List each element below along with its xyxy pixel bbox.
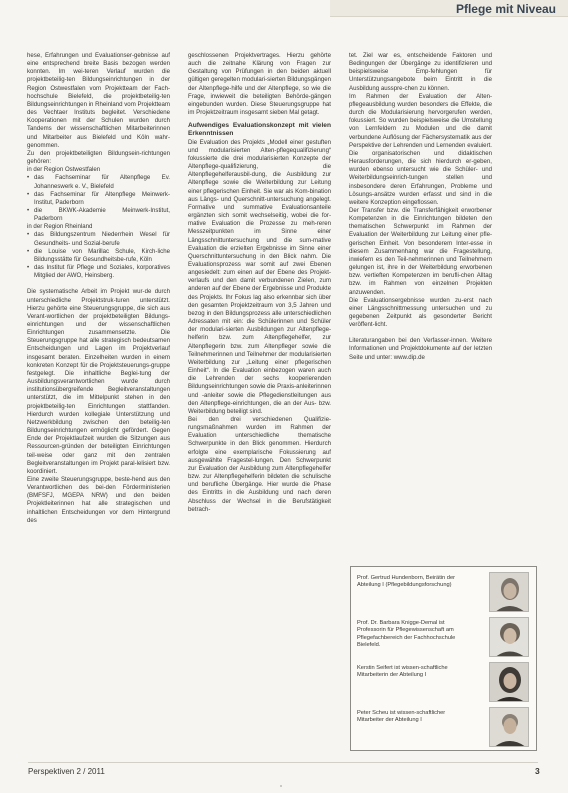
paragraph: tet. Ziel war es, entscheidende Faktoren und Bedingungen der Übergänge zu identifizieren und beispielsweise Emp-fehlungen für Unterstützungsangebote beim Eintritt in die Ausbildung ausspre-chen zu können. <box>349 52 492 92</box>
paragraph: Zu den projektbeteiligten Bildungsein-richtungen gehören: <box>27 149 170 166</box>
column-1 <box>27 52 170 525</box>
paragraph: Die Evaluation des Projekts „Modell einer gestuften und modularisierten Alten-pflegequalifizierung“ fokussierte die drei modularisierten Konzepte der Altenpflege-qualifizierung, die Altenpflegehelferausbil-dung, die Ausbildung zur Altenpflege sowie die Weiterbildung zur Leitung einer pflegerischen Einheit. Sie war als Kom-bination aus Längs- und Querschnitt-untersuchung angelegt. Formative und summative Evaluationsanteile ergänzten sich somit wechselseitig, wobei die for-mative Evaluation die Prozesse zu meh-reren Messzeitpunkten im Sinne einer Längsschnittuntersuchung und die sum-mative Evaluation die erzielten Ergebnisse im Sinne einer Querschnittuntersuchung in den Blick nahm. Die Evaluationsprozess war somit auf zwei Ebenen angesiedelt: zum einen auf der Ebene des Projekt-verlaufs und den damit verbundenen Zielen, zum anderen auf der Ebene der Ergebnisse und Produkte des Projekts. Ihr Fokus lag also erkennbar sich über den gesamten Projektzeitraum von 3,5 Jahren und bezog in den Bildungsprozess alle unterschiedlichen Adressaten mit ein: die Schülerinnen und Schüler der modulari-sierten Ausbildungen zur Altenpflege-helferin bzw. zum Altenpflegehelfer, zur Altenpflegerin bzw. zum Altenpfleger sowie die Teilnehmerinnen und Teilnehmer der modularisierten Weiterbildung zur „Leitung einer pflegerischen Einheit“. In die Evaluation einbezogen waren auch die Lehrenden der sechs kooperierenden Bildungseinrichtungen sowie die Praxis-anleiterinnen und -anleiter sowie die Pflegedienstleitungen aus den Altenpflege-einrichtungen, die an der Aus- bzw. Weiterbildung beteiligt sind. <box>188 138 331 415</box>
column-3 <box>349 52 492 362</box>
author-photo <box>489 707 529 747</box>
author-photo-box <box>350 566 537 751</box>
paragraph: hese, Erfahrungen und Evaluationser-gebnisse auf eine entsprechend breite Basis bezogen werden konnten. Im wei-teren Verlauf wurden die projektbeteilig-ten Bildungseinrichtungen in der Region Ostwestfalen vom Projektteam der Fach-hochschule Bielefeld, die projektbeteilig-ten Bildungseinrichtungen in Rheinland vom Projektteam des Vechtaer Instituts begleitet. Verschiedene Kooperationen mit der Schulen wurden durch Tandems der wissenschaftlichen Mitarbeiterinnen und Mitarbeiter aus Bielefeld und Köln wahr-genommen. <box>27 52 170 149</box>
paragraph: Im Rahmen der Evaluation der Alten-pflegeausbildung wurden besonders die Effekte, die durch die Modularisierung hervorgerufen werden, fokussiert. So wurden beispielsweise die Umstellung von Lernfeldern zu Modulen und die damit verbundene Auflösung der Fächersystematik aus der Perspektive der Lehrenden und Lernenden evaluiert. Die organisatorischen und didaktischen Herausforderungen, die sich hierdurch er-geben, wurden ebenso untersucht wie die Schüler- und Weiterbildungseinrich-tungen stellen und insbesondere deren Erfahrungen, Probleme und Lösungs-ansätze wurden erfasst und sind in die weitere Konzeption eingeflossen. <box>349 92 492 206</box>
author-entry <box>357 707 533 748</box>
author-caption: Prof. Dr. Barbara Knigge-Demal ist Professorin für Pflegewissenschaft am Pflegefachbereich der Fachhochschule Bielefeld. <box>357 620 456 649</box>
author-entry <box>357 572 533 613</box>
literature-note: Literaturangaben bei den Verfasser-innen. Weitere Informationen und Projektdokumente auf der letzten Seite und unter: www.dip.de <box>349 337 492 361</box>
paragraph: Die systematische Arbeit im Projekt wur-de durch unterschiedliche Projektstruk-turen unterstützt. Hierzu gehörte eine Steuerungsgruppe, die sich aus Verant-wortlichen der projektbeteiligten Bildungs-einrichtungen und der wissenschaftlichen Einrichtungen zusammensetzte. Die Steuerungsgruppe hat alle strategisch bedeutsamen Entscheidungen und Lagen im Projektverlauf insgesamt beraten. Einzelheiten wurden in einem konkreten Konzept für die Projektsteuerungs-gruppe festgelegt. Die inhaltliche Beglei-tung der Ausbildungsverantwortlichen wurde durch institutionsübergreifende Begleitveranstaltungen unterstützt, die im Mittelpunkt stehen in den projektbeteilig-ten Einrichtungen stattfanden. Hierdurch wurden kollegiale Unterstützung und Netzwerkbildung zwischen den beteilig-ten Bildungseinrichtungen ermöglicht gefördert. Gegen Ende der Projektlaufzeit wurden die Sitzungen aus Ressourcen-gründen der beteiligten Einrichtungen teil-weise oder ganz mit den zentralen Begleitveranstaltungen im Projekt paral-lelisiert bzw. koordiniert. <box>27 288 170 475</box>
list-item: • das Fachseminar für Altenpflege Meinwerk-Institut, Paderborn <box>27 191 170 207</box>
list-item: • die BKWK-Akademie Meinwerk-Institut, Paderborn <box>27 207 170 223</box>
author-entry <box>357 617 533 658</box>
list-item: • das Institut für Pflege und Soziales, korporatives Mitglied der AWO, Heinsberg. <box>27 264 170 280</box>
paragraph: geschlossenen Projektvertrages. Hierzu gehörte auch die zeitnahe Klärung von Fragen zur Gestaltung von Prüfungen in den beiden aktuell gültigen geregelten modulari-sierten Bildungsgängen der Altenpflege-hilfe und der Altenpflege, so wie die Frage, inwieweit die beteiligten Behörde-gängen eingebunden wurden. Diese Steuerungsgruppe hat im Projektzeitraum insgesamt sieben Mal getagt. <box>188 52 331 117</box>
list-item: • die Louise von Marillac Schule, Kirch-liche Bildungsstätte für Gesundheitsbe-rufe, Köln <box>27 248 170 264</box>
region-heading: in der Region Rheinland <box>27 223 93 231</box>
list-item: • das Fachseminar für Altenpflege Ev. Johanneswerk e. V., Bielefeld <box>27 174 170 190</box>
author-caption: Peter Scheu ist wissen-schaftlicher Mitarbeiter der Abteilung I <box>357 710 446 724</box>
author-photo <box>489 662 529 702</box>
center-mark <box>280 785 282 787</box>
region-heading: in der Region Ostwestfalen <box>27 166 101 174</box>
author-entry <box>357 662 533 703</box>
header-bar <box>330 0 568 17</box>
header-title: Pflege mit Niveau <box>455 2 556 16</box>
author-caption: Prof. Gertrud Hundenborn, Beirätin der Abteilung I (Pflegebildungsforschung) <box>357 575 456 589</box>
paragraph: Der Transfer bzw. die Transferfähigkeit erworbener Kompetenzen in die Einrichtungen bildeten den thematischen Schwerpunkt im Rahmen der Evaluation der Weiterbildung zur Leitung einer pfle-gerischen Einheit. Von besonderem Inter-esse in diesem Zusammenhang war die Fragestellung, inwiefern es den Teil-nehmerinnen und Teilnehmern gelungen ist, ihre in der Weiterbildung erworbenen bzw. vertieften Kompetenzen im berufli-chen Alltag bzw. im Rahmen von einzelnen Projekten anzuwenden. <box>349 206 492 296</box>
paragraph: Die Evaluationsergebnisse wurden zu-erst nach einer Längsschnittmessung untersuchen und zu gegebenen Zeitpunkt als gesonderter Bericht veröffent-licht. <box>349 296 492 329</box>
list <box>27 174 170 223</box>
paragraph: Bei den drei verschiedenen Qualifizie-rungsmaßnahmen wurden im Rahmen der Evaluation unterschiedliche thematische Schwerpunkte in den Blick genommen. Hierdurch erfolgte eine exemplarische Fokussierung auf ausgewählte Fragestel-lungen. Den Schwerpunkt zur Evaluation der Ausbildung zum Altenpflegehelfer bzw. zur Altenpflegehelferin bildeten die schulische und berufliche Übergänge. Hier wurde die Phase des Eintritts in die Ausbildung und nach deren Abschluss der Wechsel in die Berufstätigkeit betrach- <box>188 415 331 513</box>
author-photo <box>489 617 529 657</box>
list-item: • das Bildungszentrum Niederrhein Wesel für Gesundheits- und Sozial-berufe <box>27 231 170 247</box>
paragraph: Eine zweite Steuerungsgruppe, beste-hend aus den Verantwortlichen des bei-den Förderministerien (BMFSFJ, MGEPA NRW) und den beiden Projektleiterinnen hat alle strategischen und inhaltlichen Entscheidungen vor dem Hintergrund des <box>27 475 170 524</box>
list <box>27 231 170 280</box>
author-photo <box>489 572 529 612</box>
author-caption: Kerstin Seifert ist wissen-schaftliche Mitarbeiterin der Abteilung I <box>357 665 448 679</box>
column-2 <box>188 52 331 514</box>
footer-rule <box>28 762 538 763</box>
page-number: 3 <box>535 766 540 776</box>
section-heading: Aufwendiges Evaluationskonzept mit vielen Erkenntnissen <box>188 122 331 138</box>
footer-publication: Perspektiven 2 / 2011 <box>28 767 105 776</box>
